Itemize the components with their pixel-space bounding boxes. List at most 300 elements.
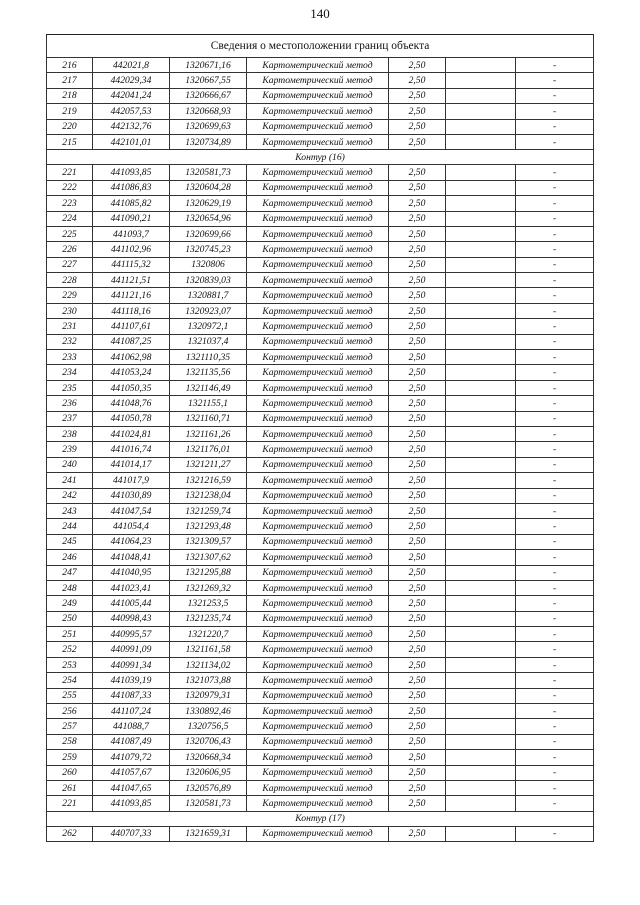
dash-cell: - xyxy=(516,226,594,241)
accuracy-cell: 2,50 xyxy=(389,565,446,580)
coordinate-x: 441093,85 xyxy=(93,165,170,180)
coordinate-x: 441030,89 xyxy=(93,488,170,503)
coordinate-y: 1320979,31 xyxy=(170,688,247,703)
coordinate-y: 1320972,1 xyxy=(170,319,247,334)
dash-cell: - xyxy=(516,673,594,688)
method-cell: Картометрический метод xyxy=(247,242,389,257)
empty-cell xyxy=(446,242,516,257)
empty-cell xyxy=(446,288,516,303)
method-cell: Картометрический метод xyxy=(247,165,389,180)
empty-cell xyxy=(446,565,516,580)
coordinate-y: 1321110,35 xyxy=(170,350,247,365)
method-cell: Картометрический метод xyxy=(247,627,389,642)
method-cell: Картометрический метод xyxy=(247,73,389,88)
empty-cell xyxy=(446,273,516,288)
point-number: 262 xyxy=(47,826,93,841)
table-row xyxy=(47,580,594,595)
method-cell: Картометрический метод xyxy=(247,719,389,734)
accuracy-cell: 2,50 xyxy=(389,119,446,134)
dash-cell: - xyxy=(516,580,594,595)
point-number: 254 xyxy=(47,673,93,688)
dash-cell: - xyxy=(516,273,594,288)
empty-cell xyxy=(446,550,516,565)
accuracy-cell: 2,50 xyxy=(389,826,446,841)
dash-cell: - xyxy=(516,104,594,119)
method-cell: Картометрический метод xyxy=(247,58,389,73)
accuracy-cell: 2,50 xyxy=(389,627,446,642)
accuracy-cell: 2,50 xyxy=(389,411,446,426)
method-cell: Картометрический метод xyxy=(247,642,389,657)
empty-cell xyxy=(446,796,516,811)
coordinate-x: 441079,72 xyxy=(93,750,170,765)
table-row xyxy=(47,719,594,734)
accuracy-cell: 2,50 xyxy=(389,242,446,257)
coordinate-x: 441048,41 xyxy=(93,550,170,565)
coordinate-x: 441088,7 xyxy=(93,719,170,734)
coordinate-y: 1321160,71 xyxy=(170,411,247,426)
coordinate-y: 1321309,57 xyxy=(170,534,247,549)
table-row xyxy=(47,119,594,134)
dash-cell: - xyxy=(516,411,594,426)
dash-cell: - xyxy=(516,288,594,303)
coordinate-y: 1320606,95 xyxy=(170,765,247,780)
method-cell: Картометрический метод xyxy=(247,257,389,272)
coordinate-y: 1320745,23 xyxy=(170,242,247,257)
coordinate-y: 1321161,26 xyxy=(170,426,247,441)
point-number: 245 xyxy=(47,534,93,549)
table-row xyxy=(47,442,594,457)
table-row xyxy=(47,134,594,149)
coordinate-y: 1321211,27 xyxy=(170,457,247,472)
table-row xyxy=(47,226,594,241)
empty-cell xyxy=(446,826,516,841)
coordinate-y: 1320581,73 xyxy=(170,796,247,811)
accuracy-cell: 2,50 xyxy=(389,226,446,241)
table-row xyxy=(47,457,594,472)
coordinate-x: 441064,23 xyxy=(93,534,170,549)
point-number: 258 xyxy=(47,734,93,749)
empty-cell xyxy=(446,688,516,703)
dash-cell: - xyxy=(516,365,594,380)
coordinate-y: 1321037,4 xyxy=(170,334,247,349)
empty-cell xyxy=(446,534,516,549)
point-number: 218 xyxy=(47,88,93,103)
coordinate-x: 441047,65 xyxy=(93,780,170,795)
accuracy-cell: 2,50 xyxy=(389,273,446,288)
empty-cell xyxy=(446,765,516,780)
accuracy-cell: 2,50 xyxy=(389,380,446,395)
accuracy-cell: 2,50 xyxy=(389,657,446,672)
accuracy-cell: 2,50 xyxy=(389,765,446,780)
dash-cell: - xyxy=(516,688,594,703)
point-number: 251 xyxy=(47,627,93,642)
method-cell: Картометрический метод xyxy=(247,134,389,149)
method-cell: Картометрический метод xyxy=(247,226,389,241)
coordinate-x: 441102,96 xyxy=(93,242,170,257)
method-cell: Картометрический метод xyxy=(247,411,389,426)
point-number: 224 xyxy=(47,211,93,226)
empty-cell xyxy=(446,165,516,180)
dash-cell: - xyxy=(516,565,594,580)
dash-cell: - xyxy=(516,380,594,395)
method-cell: Картометрический метод xyxy=(247,288,389,303)
point-number: 217 xyxy=(47,73,93,88)
coordinate-y: 1320839,03 xyxy=(170,273,247,288)
coordinate-y: 1321269,32 xyxy=(170,580,247,595)
boundary-table xyxy=(46,34,594,842)
coordinate-x: 441062,98 xyxy=(93,350,170,365)
method-cell: Картометрический метод xyxy=(247,196,389,211)
method-cell: Картометрический метод xyxy=(247,88,389,103)
coordinate-y: 1321235,74 xyxy=(170,611,247,626)
table-row xyxy=(47,88,594,103)
dash-cell: - xyxy=(516,196,594,211)
table-row xyxy=(47,411,594,426)
point-number: 225 xyxy=(47,226,93,241)
accuracy-cell: 2,50 xyxy=(389,303,446,318)
accuracy-cell: 2,50 xyxy=(389,673,446,688)
point-number: 259 xyxy=(47,750,93,765)
coordinate-y: 1320629,19 xyxy=(170,196,247,211)
point-number: 226 xyxy=(47,242,93,257)
coordinate-y: 1320881,7 xyxy=(170,288,247,303)
coordinate-y: 1321155,1 xyxy=(170,396,247,411)
empty-cell xyxy=(446,196,516,211)
dash-cell: - xyxy=(516,704,594,719)
coordinate-x: 442057,53 xyxy=(93,104,170,119)
point-number: 227 xyxy=(47,257,93,272)
empty-cell xyxy=(446,657,516,672)
method-cell: Картометрический метод xyxy=(247,765,389,780)
empty-cell xyxy=(446,119,516,134)
coordinate-x: 441014,17 xyxy=(93,457,170,472)
coordinate-x: 441050,35 xyxy=(93,380,170,395)
point-number: 222 xyxy=(47,180,93,195)
dash-cell: - xyxy=(516,334,594,349)
dash-cell: - xyxy=(516,257,594,272)
accuracy-cell: 2,50 xyxy=(389,688,446,703)
accuracy-cell: 2,50 xyxy=(389,473,446,488)
point-number: 215 xyxy=(47,134,93,149)
method-cell: Картометрический метод xyxy=(247,796,389,811)
coordinate-y: 1320654,96 xyxy=(170,211,247,226)
method-cell: Картометрический метод xyxy=(247,473,389,488)
empty-cell xyxy=(446,780,516,795)
coordinate-y: 1320576,89 xyxy=(170,780,247,795)
coordinate-x: 441121,51 xyxy=(93,273,170,288)
empty-cell xyxy=(446,303,516,318)
coordinate-x: 441090,21 xyxy=(93,211,170,226)
empty-cell xyxy=(446,719,516,734)
method-cell: Картометрический метод xyxy=(247,673,389,688)
table-row xyxy=(47,334,594,349)
accuracy-cell: 2,50 xyxy=(389,180,446,195)
dash-cell: - xyxy=(516,58,594,73)
point-number: 250 xyxy=(47,611,93,626)
accuracy-cell: 2,50 xyxy=(389,211,446,226)
accuracy-cell: 2,50 xyxy=(389,350,446,365)
point-number: 255 xyxy=(47,688,93,703)
table-row xyxy=(47,596,594,611)
table-title: Сведения о местоположении границ объекта xyxy=(47,35,594,58)
table-row xyxy=(47,657,594,672)
coordinate-x: 441086,83 xyxy=(93,180,170,195)
point-number: 237 xyxy=(47,411,93,426)
method-cell: Картометрический метод xyxy=(247,396,389,411)
accuracy-cell: 2,50 xyxy=(389,734,446,749)
method-cell: Картометрический метод xyxy=(247,334,389,349)
dash-cell: - xyxy=(516,457,594,472)
coordinate-y: 1321146,49 xyxy=(170,380,247,395)
empty-cell xyxy=(446,411,516,426)
table-row xyxy=(47,257,594,272)
table-row xyxy=(47,503,594,518)
method-cell: Картометрический метод xyxy=(247,657,389,672)
point-number: 223 xyxy=(47,196,93,211)
table-row xyxy=(47,242,594,257)
coordinate-y: 1320699,63 xyxy=(170,119,247,134)
empty-cell xyxy=(446,365,516,380)
empty-cell xyxy=(446,734,516,749)
table-row xyxy=(47,611,594,626)
page-number: 140 xyxy=(310,6,330,21)
empty-cell xyxy=(446,503,516,518)
contour-row xyxy=(47,811,594,826)
table-row xyxy=(47,196,594,211)
accuracy-cell: 2,50 xyxy=(389,365,446,380)
coordinate-x: 441087,25 xyxy=(93,334,170,349)
coordinate-x: 442029,34 xyxy=(93,73,170,88)
table-row xyxy=(47,180,594,195)
table-row xyxy=(47,380,594,395)
coordinate-y: 1321220,7 xyxy=(170,627,247,642)
empty-cell xyxy=(446,473,516,488)
coordinate-x: 440991,09 xyxy=(93,642,170,657)
dash-cell: - xyxy=(516,119,594,134)
dash-cell: - xyxy=(516,550,594,565)
dash-cell: - xyxy=(516,642,594,657)
accuracy-cell: 2,50 xyxy=(389,457,446,472)
coordinate-y: 1320706,43 xyxy=(170,734,247,749)
point-number: 219 xyxy=(47,104,93,119)
dash-cell: - xyxy=(516,350,594,365)
coordinate-x: 440707,33 xyxy=(93,826,170,841)
dash-cell: - xyxy=(516,627,594,642)
table-row xyxy=(47,73,594,88)
method-cell: Картометрический метод xyxy=(247,211,389,226)
coordinate-y: 1320734,89 xyxy=(170,134,247,149)
accuracy-cell: 2,50 xyxy=(389,334,446,349)
empty-cell xyxy=(446,380,516,395)
accuracy-cell: 2,50 xyxy=(389,534,446,549)
empty-cell xyxy=(446,319,516,334)
method-cell: Картометрический метод xyxy=(247,273,389,288)
dash-cell: - xyxy=(516,780,594,795)
point-number: 221 xyxy=(47,796,93,811)
empty-cell xyxy=(446,673,516,688)
contour-row xyxy=(47,150,594,165)
point-number: 241 xyxy=(47,473,93,488)
coordinate-y: 1321293,48 xyxy=(170,519,247,534)
empty-cell xyxy=(446,180,516,195)
dash-cell: - xyxy=(516,303,594,318)
table-row xyxy=(47,627,594,642)
coordinate-x: 441048,76 xyxy=(93,396,170,411)
table-row xyxy=(47,303,594,318)
dash-cell: - xyxy=(516,488,594,503)
coordinate-y: 1320671,16 xyxy=(170,58,247,73)
empty-cell xyxy=(446,596,516,611)
table-row xyxy=(47,350,594,365)
dash-cell: - xyxy=(516,719,594,734)
accuracy-cell: 2,50 xyxy=(389,196,446,211)
point-number: 243 xyxy=(47,503,93,518)
dash-cell: - xyxy=(516,596,594,611)
table-row xyxy=(47,704,594,719)
dash-cell: - xyxy=(516,750,594,765)
coordinate-y: 1321176,01 xyxy=(170,442,247,457)
point-number: 229 xyxy=(47,288,93,303)
method-cell: Картометрический метод xyxy=(247,519,389,534)
table-row xyxy=(47,688,594,703)
coordinate-x: 441087,33 xyxy=(93,688,170,703)
accuracy-cell: 2,50 xyxy=(389,596,446,611)
dash-cell: - xyxy=(516,796,594,811)
point-number: 230 xyxy=(47,303,93,318)
point-number: 236 xyxy=(47,396,93,411)
accuracy-cell: 2,50 xyxy=(389,288,446,303)
coordinate-x: 442041,24 xyxy=(93,88,170,103)
table-row xyxy=(47,642,594,657)
accuracy-cell: 2,50 xyxy=(389,88,446,103)
point-number: 261 xyxy=(47,780,93,795)
dash-cell: - xyxy=(516,88,594,103)
coordinate-x: 441005,44 xyxy=(93,596,170,611)
accuracy-cell: 2,50 xyxy=(389,488,446,503)
table-row xyxy=(47,488,594,503)
dash-cell: - xyxy=(516,734,594,749)
empty-cell xyxy=(446,211,516,226)
table-row xyxy=(47,796,594,811)
accuracy-cell: 2,50 xyxy=(389,796,446,811)
method-cell: Картометрический метод xyxy=(247,704,389,719)
table-row xyxy=(47,734,594,749)
empty-cell xyxy=(446,750,516,765)
method-cell: Картометрический метод xyxy=(247,826,389,841)
coordinate-y: 1320806 xyxy=(170,257,247,272)
accuracy-cell: 2,50 xyxy=(389,257,446,272)
method-cell: Картометрический метод xyxy=(247,750,389,765)
method-cell: Картометрический метод xyxy=(247,534,389,549)
accuracy-cell: 2,50 xyxy=(389,319,446,334)
point-number: 256 xyxy=(47,704,93,719)
method-cell: Картометрический метод xyxy=(247,580,389,595)
empty-cell xyxy=(446,704,516,719)
point-number: 238 xyxy=(47,426,93,441)
table-row xyxy=(47,104,594,119)
coordinate-x: 441023,41 xyxy=(93,580,170,595)
coordinate-x: 441054,4 xyxy=(93,519,170,534)
method-cell: Картометрический метод xyxy=(247,319,389,334)
empty-cell xyxy=(446,334,516,349)
table-row xyxy=(47,273,594,288)
dash-cell: - xyxy=(516,519,594,534)
coordinate-y: 1321134,02 xyxy=(170,657,247,672)
coordinate-y: 1320667,55 xyxy=(170,73,247,88)
coordinate-y: 1320756,5 xyxy=(170,719,247,734)
coordinate-x: 440991,34 xyxy=(93,657,170,672)
coordinate-x: 440995,57 xyxy=(93,627,170,642)
empty-cell xyxy=(446,134,516,149)
dash-cell: - xyxy=(516,180,594,195)
method-cell: Картометрический метод xyxy=(247,303,389,318)
coordinate-x: 441053,24 xyxy=(93,365,170,380)
point-number: 239 xyxy=(47,442,93,457)
dash-cell: - xyxy=(516,611,594,626)
point-number: 231 xyxy=(47,319,93,334)
table-row xyxy=(47,288,594,303)
table-row xyxy=(47,780,594,795)
method-cell: Картометрический метод xyxy=(247,365,389,380)
coordinate-x: 442132,76 xyxy=(93,119,170,134)
coordinate-y: 1330892,46 xyxy=(170,704,247,719)
coordinate-y: 1320666,67 xyxy=(170,88,247,103)
point-number: 260 xyxy=(47,765,93,780)
dash-cell: - xyxy=(516,396,594,411)
empty-cell xyxy=(446,58,516,73)
coordinate-y: 1320581,73 xyxy=(170,165,247,180)
coordinate-x: 441040,95 xyxy=(93,565,170,580)
coordinate-x: 441107,24 xyxy=(93,704,170,719)
accuracy-cell: 2,50 xyxy=(389,503,446,518)
point-number: 233 xyxy=(47,350,93,365)
method-cell: Картометрический метод xyxy=(247,426,389,441)
coordinate-y: 1321253,5 xyxy=(170,596,247,611)
method-cell: Картометрический метод xyxy=(247,503,389,518)
empty-cell xyxy=(446,257,516,272)
method-cell: Картометрический метод xyxy=(247,104,389,119)
accuracy-cell: 2,50 xyxy=(389,58,446,73)
empty-cell xyxy=(446,457,516,472)
accuracy-cell: 2,50 xyxy=(389,519,446,534)
method-cell: Картометрический метод xyxy=(247,734,389,749)
empty-cell xyxy=(446,611,516,626)
table-row xyxy=(47,426,594,441)
empty-cell xyxy=(446,580,516,595)
accuracy-cell: 2,50 xyxy=(389,642,446,657)
empty-cell xyxy=(446,519,516,534)
dash-cell: - xyxy=(516,73,594,88)
coordinate-x: 441118,16 xyxy=(93,303,170,318)
method-cell: Картометрический метод xyxy=(247,688,389,703)
coordinate-x: 441024,81 xyxy=(93,426,170,441)
accuracy-cell: 2,50 xyxy=(389,426,446,441)
empty-cell xyxy=(446,73,516,88)
empty-cell xyxy=(446,442,516,457)
point-number: 228 xyxy=(47,273,93,288)
point-number: 216 xyxy=(47,58,93,73)
dash-cell: - xyxy=(516,534,594,549)
table-row xyxy=(47,58,594,73)
dash-cell: - xyxy=(516,426,594,441)
contour-label: Контур (16) xyxy=(47,150,594,165)
table-row xyxy=(47,673,594,688)
empty-cell xyxy=(446,88,516,103)
coordinate-y: 1321259,74 xyxy=(170,503,247,518)
coordinate-x: 441039,19 xyxy=(93,673,170,688)
coordinate-x: 441085,82 xyxy=(93,196,170,211)
coordinate-y: 1321161,58 xyxy=(170,642,247,657)
